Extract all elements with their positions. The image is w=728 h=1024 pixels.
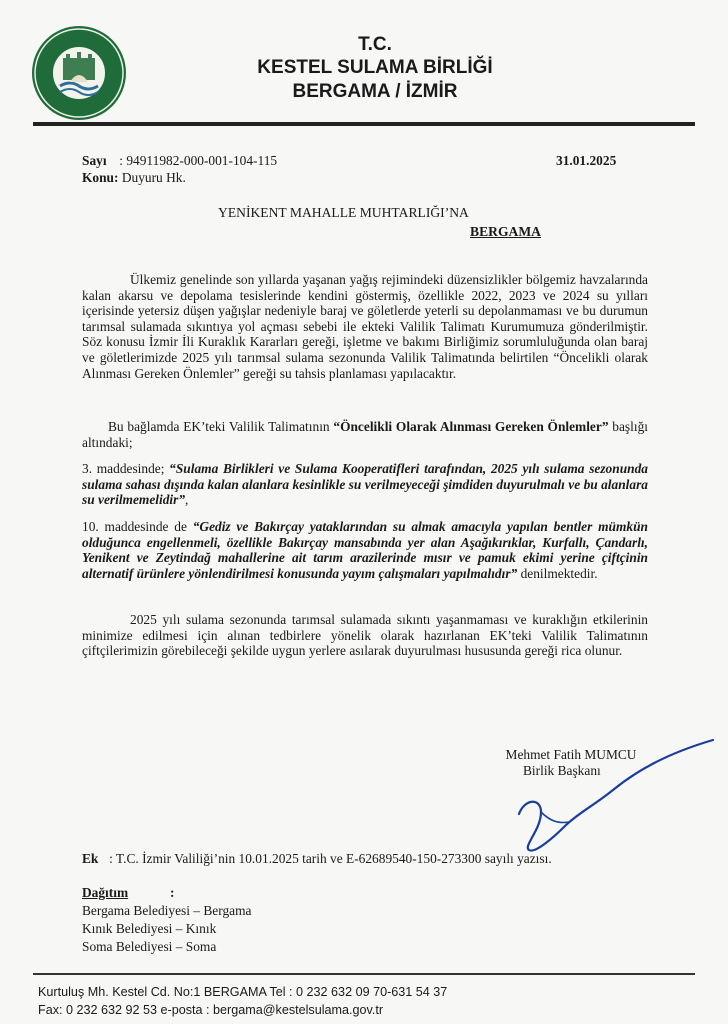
distribution-colon: : (170, 885, 175, 900)
header-org-name: KESTEL SULAMA BİRLİĞİ (257, 57, 493, 78)
body-p3-tail: , (185, 492, 189, 508)
ek-label: Ek (82, 851, 99, 866)
body-paragraph-3 (82, 461, 648, 508)
distribution-item: Kınık Belediyesi – Kınık (82, 921, 217, 936)
header-line-tc: T.C. (358, 34, 392, 55)
footer-rule (33, 973, 695, 975)
footer-contact: Fax: 0 232 632 92 53 e-posta : bergama@kestelsulama.gov.tr (38, 1003, 384, 1017)
document-date: 31.01.2025 (556, 153, 617, 168)
ek-line (82, 851, 552, 867)
sayi-value: : 94911982-000-001-104-115 (119, 153, 278, 168)
sayi-line (82, 153, 277, 169)
body-paragraph-2 (82, 419, 648, 450)
signatory-title: Birlik Başkanı (523, 763, 601, 778)
body-p4-tail: denilmektedir. (517, 565, 598, 581)
sayi-label: Sayı (82, 153, 107, 168)
body-p2-tail: başlığı altındaki; (82, 419, 648, 450)
recipient-name: YENİKENT MAHALLE MUHTARLIĞI’NA (218, 205, 469, 220)
body-p3-lead: 3. maddesinde; (82, 461, 170, 476)
konu-label: Konu: (82, 170, 119, 185)
body-p2-heading: “Öncelikli Olarak Alınması Gereken Önlemler” (333, 419, 609, 434)
footer-address: Kurtuluş Mh. Kestel Cd. No:1 BERGAMA Tel : 0 232 632 09 70-631 54 37 (38, 985, 448, 999)
body-paragraph-4 (82, 519, 648, 581)
handwritten-signature (505, 738, 720, 868)
seal-logo (30, 24, 128, 122)
distribution-item: Soma Belediyesi – Soma (82, 939, 217, 954)
header-rule (33, 122, 695, 126)
ek-value: : T.C. İzmir Valiliği’nin 10.01.2025 tarih ve E-62689540-150-273300 sayılı yazısı. (109, 851, 552, 866)
distribution-heading (82, 885, 174, 901)
body-p2-text: Bu bağlamda EK’teki Valilik Talimatının (108, 419, 334, 434)
body-p3-quote: “Sulama Birlikleri ve Sulama Kooperatifleri tarafından, 2025 yılı sulama sezonunda sulama sahası dışında kalan alanlara kesinlikle su verilmeyeceği şimdiden duyurulmalı ve bu alanlara su verilmemelidir” (82, 461, 648, 508)
body-paragraph-1: Ülkemiz genelinde son yıllarda yaşanan yağış rejimindeki düzensizlikler bölgemiz havzalarında kalan akarsu ve depolama tesislerinde kendini göstermiş, özellikle 2022, 2023 ve 2024 su yılları içerisinde yetersiz düşen yağışlar nedeniyle baraj ve göletlerde yeterli su depolanmaması ve bu durumun tarımsal sulamada sıkıntıya yol açması sebebi ile ekteki Valilik Talimatı Kurumumuza gönderilmiştir. Söz konusu İzmir İli Kuraklık Kararları gereği, işletme ve bakımı Birliğimiz sorumluluğunda olan baraj ve göletlerimizde 2025 yılı tarımsal sulama sezonunda Valilik Talimatında belirtilen “Öncelikli olarak Alınması Gereken Önlemler” gereği su tahsis planlaması yapılacaktır. (82, 272, 648, 381)
signatory-name: Mehmet Fatih MUMCU (505, 747, 637, 762)
distribution-label: Dağıtım (82, 885, 129, 900)
distribution-item: Bergama Belediyesi – Bergama (82, 903, 252, 918)
body-p4-quote: “Gediz ve Bakırçay yataklarından su almak amacıyla yapılan bentler mümkün olduğunca engellenmeli, özellikle Bakırçay mansabında yer alan Aşağıkırıklar, Kurfallı, Çandarlı, Yenikent ve Zeytindağ mahallerine ait tarım arazilerinde mısır ve pamuk ekimi yerine çiftçinin alternatif ürünlere yönlendirilmesi konusunda yayım çalışmaları yapılmalıdır” (82, 519, 648, 581)
konu-line (82, 170, 186, 186)
body-paragraph-5: 2025 yılı sulama sezonunda tarımsal sulamada sıkıntı yaşanmaması ve kuraklığın etkilerinin minimize edilmesi için alınan tedbirlere yönelik olarak hazırlanan EK’teki Valilik Talimatının çiftçilerimizin görebileceği şekilde uygun yerlere asılarak duyurulması hususunda gereği rica olunur. (82, 612, 648, 659)
body-p4-lead: 10. maddesinde de (82, 519, 193, 534)
header-location: BERGAMA / İZMİR (292, 81, 458, 102)
recipient-city: BERGAMA (470, 224, 541, 239)
konu-value: Duyuru Hk. (121, 170, 186, 185)
